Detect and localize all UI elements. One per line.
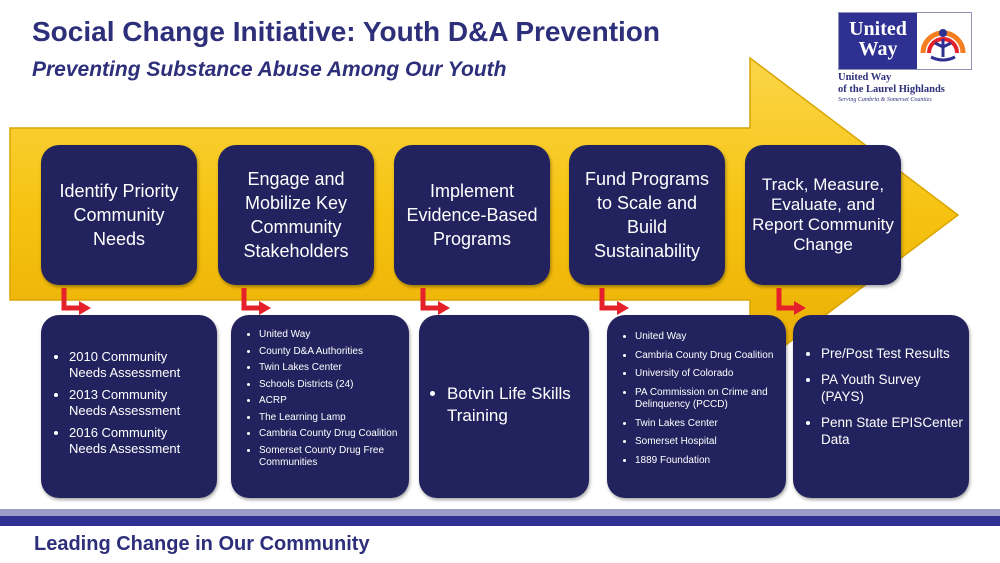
- list-item: • ACRP: [259, 395, 403, 408]
- detail-box-needs-assessments: [41, 315, 217, 498]
- logo-word-way: Way: [858, 38, 898, 60]
- list-item: • United Way: [635, 331, 780, 344]
- connector-arrow-icon: [238, 288, 274, 318]
- detail-box-programs: [419, 315, 589, 498]
- list-item: • 2010 Community Needs Assessment: [69, 349, 207, 381]
- step-engage-stakeholders: Engage and Mobilize Key Community Stakeholders: [218, 145, 374, 285]
- footer-divider-light: [0, 509, 1000, 516]
- list-item: • Somerset County Drug Free Communities: [259, 445, 403, 470]
- detail-box-stakeholders: [231, 315, 409, 498]
- list-item: • 2013 Community Needs Assessment: [69, 387, 207, 419]
- list-item: • The Learning Lamp: [259, 412, 403, 425]
- connector-arrow-icon: [773, 288, 809, 318]
- page-subtitle: Preventing Substance Abuse Among Our Youth: [32, 58, 507, 81]
- list-item: • Cambria County Drug Coalition: [259, 428, 403, 441]
- list-item: • County D&A Authorities: [259, 346, 403, 359]
- detail-box-measurement: [793, 315, 969, 498]
- step-track-measure: Track, Measure, Evaluate, and Report Community Change: [745, 145, 901, 285]
- united-way-logo: [838, 12, 974, 104]
- detail-box-funders: [607, 315, 786, 498]
- connector-arrow-icon: [417, 288, 453, 318]
- list-item: • PA Commission on Crime and Delinquency (PCCD): [635, 387, 780, 412]
- list-item: • 1889 Foundation: [635, 455, 780, 468]
- list-item: • University of Colorado: [635, 368, 780, 381]
- footer-divider: [0, 516, 1000, 526]
- logo-word-united: United: [849, 18, 907, 40]
- list-item: • Cambria County Drug Coalition: [635, 350, 780, 363]
- hand-rainbow-icon: [917, 13, 971, 69]
- list-item: • Somerset Hospital: [635, 436, 780, 449]
- list-item: • Twin Lakes Center: [259, 362, 403, 375]
- list-item: • PA Youth Survey (PAYS): [821, 371, 963, 405]
- list-item: • Botvin Life Skills Training: [447, 383, 581, 427]
- list-item: • United Way: [259, 329, 403, 342]
- list-item: • Penn State EPISCenter Data: [821, 414, 963, 448]
- list-item: • 2016 Community Needs Assessment: [69, 425, 207, 457]
- page-title: Social Change Initiative: Youth D&A Prevention: [32, 16, 661, 47]
- step-identify-needs: Identify Priority Community Needs: [41, 145, 197, 285]
- logo-org-name: United Way of the Laurel Highlands: [838, 72, 945, 95]
- footer-tagline: Leading Change in Our Community: [34, 533, 370, 555]
- list-item: • Twin Lakes Center: [635, 418, 780, 431]
- connector-arrow-icon: [58, 288, 94, 318]
- list-item: • Schools Districts (24): [259, 379, 403, 392]
- step-fund-programs: Fund Programs to Scale and Build Sustainability: [569, 145, 725, 285]
- logo-tagline: Serving Cambria & Somerset Counties: [838, 97, 932, 103]
- list-item: • Pre/Post Test Results: [821, 345, 963, 362]
- step-implement-programs: Implement Evidence-Based Programs: [394, 145, 550, 285]
- connector-arrow-icon: [596, 288, 632, 318]
